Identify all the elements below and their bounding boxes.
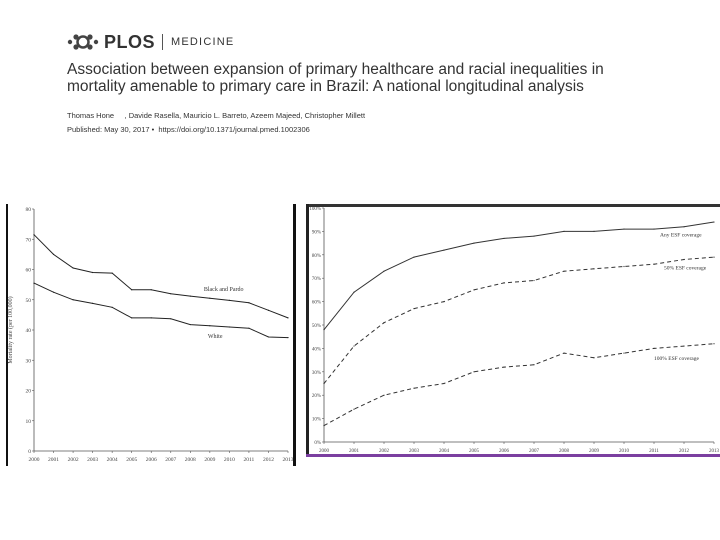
data-point bbox=[323, 425, 324, 426]
x-tick-label: 2003 bbox=[87, 457, 99, 463]
data-point bbox=[443, 250, 444, 251]
y-tick-label: 0 bbox=[28, 449, 31, 455]
data-point bbox=[713, 257, 714, 258]
y-tick-label: 10 bbox=[25, 418, 31, 425]
x-tick-label: 2013 bbox=[282, 457, 294, 463]
x-tick-label: 2011 bbox=[649, 449, 659, 454]
chart-frame-right bbox=[293, 204, 296, 466]
y-tick-label: 50% bbox=[311, 324, 321, 329]
data-point bbox=[353, 292, 354, 293]
data-point bbox=[229, 300, 230, 301]
x-tick-label: 2013 bbox=[709, 449, 719, 454]
data-point bbox=[503, 238, 504, 239]
data-point bbox=[190, 324, 191, 325]
data-point bbox=[92, 272, 93, 273]
data-point bbox=[623, 352, 624, 353]
journal-name: MEDICINE bbox=[171, 36, 235, 48]
chart-frame-left bbox=[306, 204, 309, 454]
x-tick-label: 2001 bbox=[349, 449, 359, 454]
esf-coverage-chart bbox=[306, 204, 720, 458]
series-label: 50% ESF coverage bbox=[664, 265, 707, 272]
plos-wordmark: PLOS bbox=[104, 31, 156, 52]
y-tick-label: 60 bbox=[25, 267, 31, 274]
series-line-1 bbox=[324, 257, 714, 383]
x-tick-label: 2005 bbox=[126, 457, 138, 463]
chart-frame-top bbox=[306, 204, 720, 207]
data-point bbox=[473, 289, 474, 290]
data-point bbox=[323, 329, 324, 330]
data-point bbox=[413, 308, 414, 309]
data-point bbox=[683, 226, 684, 227]
data-point bbox=[563, 231, 564, 232]
y-tick-label: 80 bbox=[25, 207, 31, 213]
series-label: Any ESF coverage bbox=[660, 232, 702, 239]
y-tick-label: 30 bbox=[25, 358, 31, 365]
series-line-0 bbox=[324, 222, 714, 330]
data-point bbox=[209, 298, 210, 299]
data-point bbox=[53, 292, 54, 293]
x-tick-label: 2009 bbox=[204, 457, 216, 463]
x-tick-label: 2002 bbox=[67, 457, 79, 463]
data-point bbox=[353, 409, 354, 410]
x-tick-label: 2006 bbox=[499, 449, 509, 454]
data-point bbox=[151, 317, 152, 318]
data-point bbox=[131, 289, 132, 290]
data-point bbox=[563, 271, 564, 272]
data-point bbox=[623, 228, 624, 229]
series-line-0 bbox=[34, 235, 288, 318]
data-point bbox=[623, 266, 624, 267]
coverage-chart-svg bbox=[306, 204, 720, 454]
y-tick-label: 60% bbox=[311, 300, 321, 306]
data-point bbox=[443, 383, 444, 384]
y-axis-label: Mortality rate (per 100,000) bbox=[8, 296, 14, 364]
y-tick-label: 10% bbox=[311, 417, 321, 423]
author-list[interactable]: Thomas Hone , Davide Rasella, Mauricio L. Barreto, Azeem Majeed, Christopher Millett bbox=[67, 111, 366, 120]
data-point bbox=[713, 343, 714, 344]
data-point bbox=[473, 243, 474, 244]
data-point bbox=[151, 289, 152, 290]
x-tick-label: 2004 bbox=[439, 449, 449, 454]
y-tick-label: 50 bbox=[25, 297, 31, 304]
x-tick-label: 2010 bbox=[619, 449, 629, 454]
x-tick-label: 2007 bbox=[165, 457, 177, 463]
data-point bbox=[383, 322, 384, 323]
x-tick-label: 2011 bbox=[243, 457, 255, 463]
x-tick-label: 2008 bbox=[559, 449, 569, 454]
y-tick-label: 30% bbox=[311, 370, 321, 376]
data-point bbox=[413, 257, 414, 258]
y-tick-label: 40 bbox=[25, 328, 31, 334]
data-point bbox=[72, 299, 73, 300]
data-point bbox=[323, 383, 324, 384]
x-tick-label: 2004 bbox=[106, 457, 118, 463]
chart-bottom-bar bbox=[306, 454, 720, 457]
x-tick-label: 2000 bbox=[28, 457, 40, 463]
data-point bbox=[683, 259, 684, 260]
data-point bbox=[33, 283, 34, 284]
data-point bbox=[383, 271, 384, 272]
data-point bbox=[593, 231, 594, 232]
y-tick-label: 90% bbox=[311, 230, 321, 236]
data-point bbox=[593, 268, 594, 269]
data-point bbox=[533, 280, 534, 281]
x-tick-label: 2006 bbox=[145, 457, 157, 463]
data-point bbox=[383, 395, 384, 396]
x-tick-label: 2008 bbox=[184, 457, 196, 463]
plos-logo[interactable] bbox=[66, 32, 234, 52]
data-point bbox=[170, 318, 171, 319]
x-tick-label: 2003 bbox=[409, 449, 419, 454]
data-point bbox=[653, 264, 654, 265]
series-label: 100% ESF coverage bbox=[654, 356, 699, 363]
x-tick-label: 2012 bbox=[679, 449, 689, 454]
publication-info[interactable]: Published: May 30, 2017 • https://doi.org/10.1371/journal.pmed.1002306 bbox=[67, 125, 310, 134]
data-point bbox=[131, 317, 132, 318]
x-tick-label: 2012 bbox=[262, 457, 274, 463]
data-point bbox=[268, 336, 269, 337]
data-point bbox=[248, 328, 249, 329]
data-point bbox=[287, 317, 288, 318]
data-point bbox=[563, 352, 564, 353]
mortality-chart-svg bbox=[6, 204, 296, 466]
x-tick-label: 2005 bbox=[469, 449, 479, 454]
data-point bbox=[593, 357, 594, 358]
x-tick-label: 2009 bbox=[589, 449, 599, 454]
chart-frame-left bbox=[6, 204, 8, 466]
y-tick-label: 80% bbox=[311, 253, 321, 259]
x-tick-label: 2010 bbox=[223, 457, 235, 463]
article-title: Association between expansion of primary healthcare and racial inequalities in mortality amenable to primary care in Brazil: A national longitudinal analysis bbox=[67, 61, 604, 95]
data-point bbox=[248, 302, 249, 303]
data-point bbox=[190, 296, 191, 297]
data-point bbox=[229, 326, 230, 327]
data-point bbox=[112, 307, 113, 308]
y-tick-label: 20% bbox=[311, 394, 321, 400]
data-point bbox=[713, 221, 714, 222]
y-tick-label: 70 bbox=[25, 237, 31, 244]
data-point bbox=[533, 235, 534, 236]
data-point bbox=[443, 301, 444, 302]
data-point bbox=[503, 367, 504, 368]
y-tick-label: 20 bbox=[25, 388, 31, 395]
data-point bbox=[53, 254, 54, 255]
logo-divider bbox=[162, 34, 163, 50]
data-point bbox=[413, 388, 414, 389]
data-point bbox=[533, 364, 534, 365]
data-point bbox=[683, 345, 684, 346]
data-point bbox=[112, 273, 113, 274]
series-label: White bbox=[207, 333, 223, 340]
plos-logo-icon bbox=[66, 33, 100, 51]
mortality-rate-chart bbox=[6, 204, 296, 466]
y-tick-label: 0% bbox=[314, 441, 321, 446]
x-tick-label: 2000 bbox=[319, 449, 329, 454]
data-point bbox=[33, 234, 34, 235]
data-point bbox=[473, 371, 474, 372]
data-point bbox=[353, 345, 354, 346]
y-tick-label: 70% bbox=[311, 277, 321, 283]
data-point bbox=[287, 337, 288, 338]
data-point bbox=[92, 303, 93, 304]
data-point bbox=[653, 228, 654, 229]
x-tick-label: 2001 bbox=[48, 457, 60, 463]
y-tick-label: 100% bbox=[309, 207, 321, 212]
x-tick-label: 2007 bbox=[529, 449, 539, 454]
data-point bbox=[72, 267, 73, 268]
data-point bbox=[653, 348, 654, 349]
data-point bbox=[503, 282, 504, 283]
x-tick-label: 2002 bbox=[379, 449, 389, 454]
data-point bbox=[170, 293, 171, 294]
series-label: Black and Pardo bbox=[203, 287, 244, 294]
data-point bbox=[209, 325, 210, 326]
y-tick-label: 40% bbox=[311, 347, 321, 353]
data-point bbox=[268, 310, 269, 311]
